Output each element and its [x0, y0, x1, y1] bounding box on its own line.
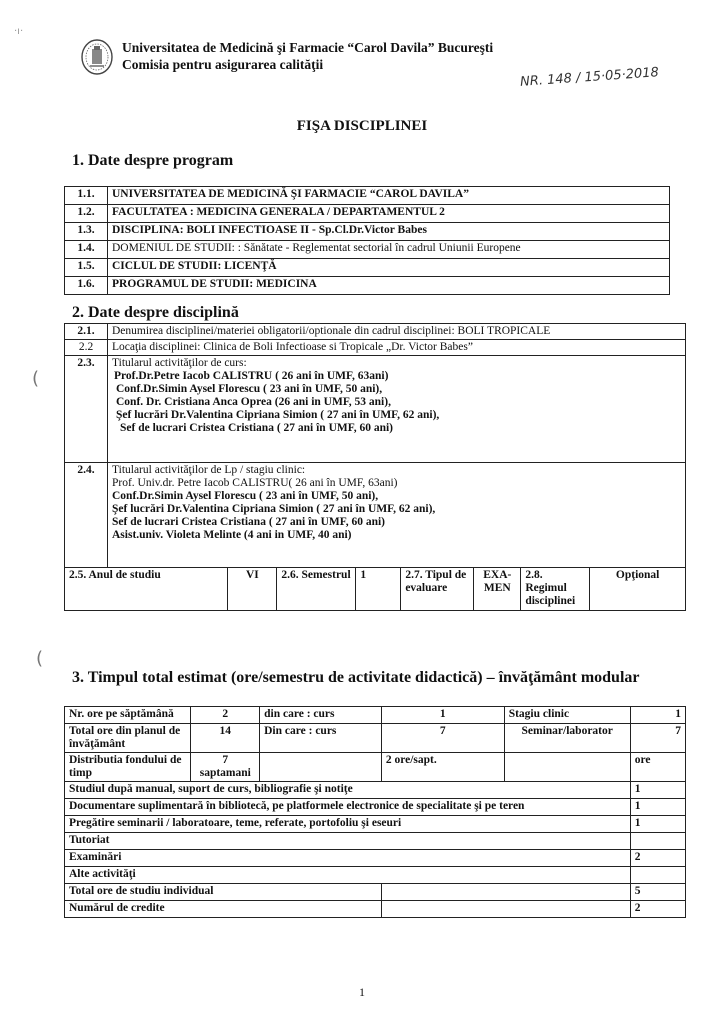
hours-per-week-note: 2 ore/sapt.: [381, 753, 504, 782]
empty-cell: [260, 753, 382, 782]
activity-label: Alte activităţi: [65, 867, 631, 884]
credits-label: Numărul de credite: [65, 901, 382, 918]
activity-hours: 1: [630, 816, 685, 833]
row-text: Locaţia disciplinei: Clinica de Boli Infectioase si Tropicale „Dr. Victor Babes”: [108, 340, 686, 356]
corner-mark: ·ı·: [14, 26, 24, 37]
course-holders-cell: [108, 356, 686, 463]
row-number: 2.4.: [65, 463, 108, 568]
table-row: [65, 568, 686, 611]
activity-label: Examinări: [65, 850, 631, 867]
row-number: 2.1.: [65, 324, 108, 340]
row-number: 1.2.: [65, 205, 108, 223]
total-plan-hours-value: 14: [191, 724, 260, 753]
course-value: 7: [381, 724, 504, 753]
lab-holders-label: Titularul activităţilor de Lp / stagiu clinic:: [112, 464, 306, 476]
row-text: CICLUL DE STUDII: LICENŢĂ: [108, 259, 670, 277]
row-number: 1.4.: [65, 241, 108, 259]
activity-hours: 1: [630, 799, 685, 816]
evaluation-type-label: 2.7. Tipul de evaluare: [401, 568, 474, 611]
document-title: FIŞA DISCIPLINEI: [296, 118, 428, 134]
time-distribution-label: Distributia fondului de timp: [65, 753, 191, 782]
table-row: [65, 241, 670, 259]
row-number: 1.3.: [65, 223, 108, 241]
person-entry: Sef de lucrari Cristea Cristiana ( 27 ani în UMF, 60 ani): [112, 516, 386, 528]
person-entry: Conf.Dr.Simin Aysel Florescu ( 23 ani în UMF, 50 ani),: [112, 490, 379, 502]
table-row: [65, 753, 686, 782]
activity-hours: [630, 833, 685, 850]
table-row: [65, 463, 686, 568]
commission-name: Comisia pentru asigurarea calităţii: [122, 57, 324, 72]
row-text: PROGRAMUL DE STUDII: MEDICINA: [108, 277, 670, 295]
activity-label: Tutoriat: [65, 833, 631, 850]
row-text: DOMENIUL DE STUDII: : Sănătate - Reglementat sectorial în cadrul Uniunii Europene: [108, 241, 670, 259]
course-label: Din care : curs: [260, 724, 382, 753]
person-entry: Şef lucrări Dr.Valentina Cipriana Simion ( 27 ani în UMF, 62 ani),: [116, 409, 440, 421]
table-row: [65, 277, 670, 295]
hours-per-week-value: 2: [191, 707, 260, 724]
table-row: [65, 259, 670, 277]
evaluation-type-value: EXA-MEN: [474, 568, 521, 611]
person-entry: Prof. Univ.dr. Petre Iacob CALISTRU( 26 ani în UMF, 63ani): [112, 477, 398, 489]
total-individual-study-value: 5: [630, 884, 685, 901]
university-name: Universitatea de Medicină şi Farmacie “Carol Davila” Bucureşti: [122, 40, 494, 55]
activity-label: Documentare suplimentară în bibliotecă, pe platformele electronice de specialitate şi pe teren: [65, 799, 631, 816]
activity-hours: 1: [630, 782, 685, 799]
table-row: [65, 707, 686, 724]
row-number: 2.3.: [65, 356, 108, 463]
row-text: Denumirea disciplinei/materiei obligatorii/optionale din cadrul disciplinei: BOLI TROPICALE: [108, 324, 686, 340]
lab-holders-cell: [108, 463, 686, 568]
clinical-stage-label: Stagiu clinic: [504, 707, 630, 724]
study-year-value: VI: [228, 568, 277, 611]
activity-hours: [630, 867, 685, 884]
university-seal-icon: [80, 38, 114, 76]
person-entry: Sef de lucrari Cristea Cristiana ( 27 ani în UMF, 60 ani): [120, 422, 394, 434]
table-row: [65, 799, 686, 816]
course-label: din care : curs: [260, 707, 382, 724]
discipline-regime-label: 2.8. Regimul disciplinei: [521, 568, 590, 611]
table-row: [65, 724, 686, 753]
table-row: [65, 884, 686, 901]
person-entry: Prof.Dr.Petre Iacob CALISTRU ( 26 ani în UMF, 63ani): [114, 370, 389, 382]
row-text: DISCIPLINA: BOLI INFECTIOASE II - Sp.Cl.Dr.Victor Babes: [108, 223, 670, 241]
table-row: [65, 782, 686, 799]
page-number: 1: [359, 985, 365, 999]
empty-cell: [381, 884, 630, 901]
semester-value: 1: [356, 568, 401, 611]
handwritten-registration-number: NR. 148 / 15·05·2018: [519, 65, 660, 90]
margin-bracket-mark: (: [36, 648, 44, 669]
hours-per-week-label: Nr. ore pe săptămână: [65, 707, 191, 724]
discipline-data-table: [64, 323, 686, 611]
table-row: [65, 187, 670, 205]
person-entry: Conf. Dr. Cristiana Anca Oprea (26 ani in UMF, 53 ani),: [116, 396, 391, 408]
section-3-heading: 3. Timpul total estimat (ore/semestru de activitate didactică) – învăţământ modular: [72, 669, 640, 686]
activity-label: Studiul după manual, suport de curs, bibliografie şi notiţe: [65, 782, 631, 799]
table-row: [65, 833, 686, 850]
empty-cell: [381, 901, 630, 918]
credits-value: 2: [630, 901, 685, 918]
table-row: [65, 205, 670, 223]
activity-hours: 2: [630, 850, 685, 867]
section-1-heading: 1. Date despre program: [72, 152, 234, 169]
seminar-lab-label: Seminar/laborator: [504, 724, 630, 753]
person-entry: Şef lucrări Dr.Valentina Cipriana Simion ( 27 ani în UMF, 62 ani),: [112, 503, 436, 515]
table-row: [65, 340, 686, 356]
empty-cell: [504, 753, 630, 782]
table-row: [65, 324, 686, 340]
row-number: 1.1.: [65, 187, 108, 205]
row-number: 1.6.: [65, 277, 108, 295]
section-2-heading: 2. Date despre disciplină: [72, 304, 239, 321]
time-distribution-weeks: 7 saptamani: [191, 753, 260, 782]
seminar-lab-value: 7: [630, 724, 685, 753]
person-entry: Conf.Dr.Simin Aysel Florescu ( 23 ani în UMF, 50 ani),: [116, 383, 383, 395]
discipline-regime-value: Opţional: [590, 568, 686, 611]
semester-label: 2.6. Semestrul: [277, 568, 356, 611]
total-individual-study-label: Total ore de studiu individual: [65, 884, 382, 901]
study-year-label: 2.5. Anul de studiu: [65, 568, 228, 611]
course-value: 1: [381, 707, 504, 724]
table-row: [65, 850, 686, 867]
table-row: [65, 867, 686, 884]
course-holders-label: Titularul activităţilor de curs:: [112, 357, 247, 369]
row-text: UNIVERSITATEA DE MEDICINĂ ŞI FARMACIE “CAROL DAVILA”: [108, 187, 670, 205]
time-estimate-table: [64, 706, 686, 918]
activity-label: Pregătire seminarii / laboratoare, teme, referate, portofoliu şi eseuri: [65, 816, 631, 833]
total-plan-hours-label: Total ore din planul de învăţământ: [65, 724, 191, 753]
margin-bracket-mark: (: [32, 368, 40, 389]
table-row: [65, 356, 686, 463]
table-row: [65, 816, 686, 833]
row-number: 1.5.: [65, 259, 108, 277]
table-row: [65, 223, 670, 241]
person-entry: Asist.univ. Violeta Melinte (4 ani in UMF, 40 ani): [112, 529, 352, 541]
hours-unit: ore: [630, 753, 685, 782]
clinical-stage-value: 1: [630, 707, 685, 724]
program-data-table: [64, 186, 670, 295]
table-row: [65, 901, 686, 918]
row-text: FACULTATEA : MEDICINA GENERALA / DEPARTAMENTUL 2: [108, 205, 670, 223]
row-number: 2.2: [65, 340, 108, 356]
